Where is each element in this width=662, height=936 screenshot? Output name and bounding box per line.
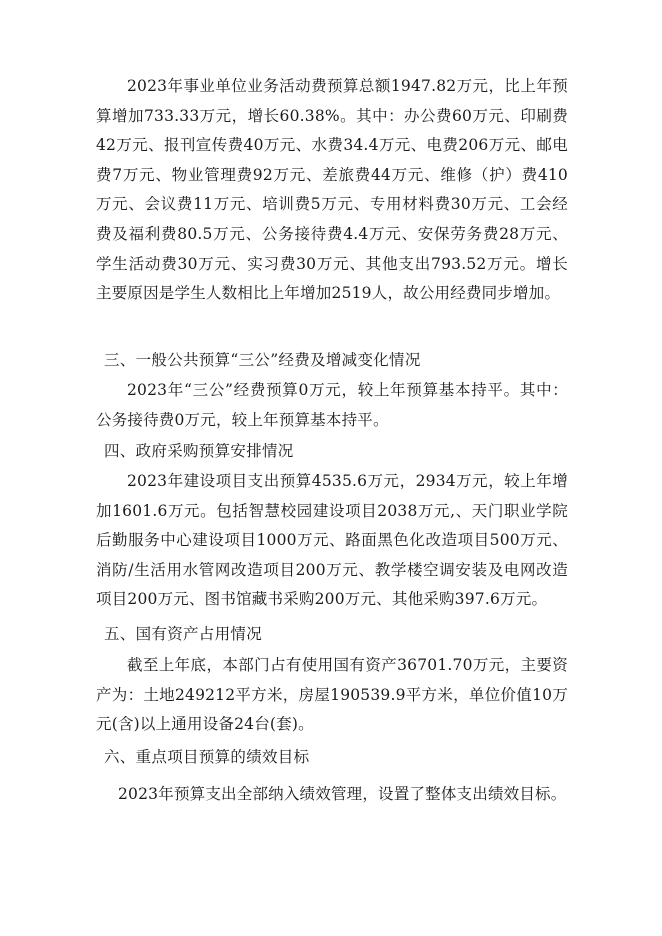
- paragraph-state-assets: 截至上年底，本部门占有使用国有资产36701.70万元，主要资产为：土地249212平方米，房屋190539.9平方米，单位价值10万元(含)以上通用设备24台(套)。: [96, 656, 568, 734]
- heading-state-assets: 五、国有资产占用情况: [104, 625, 263, 643]
- heading-procurement: 四、政府采购预算安排情况: [104, 442, 294, 460]
- heading-three-public-funds: 三、一般公共预算“三公”经费及增减变化情况: [104, 351, 421, 369]
- paragraph-operating-costs: 2023年事业单位业务活动费预算总额1947.82万元，比上年预算增加733.33万元，增长60.38%。其中：办公费60万元、印刷费42万元、报刊宣传费40万元、水费34.4万元、电费206万元、邮电费7万元、物业管理费92万元、差旅费44万元、维修（护）费410万元、会议费11万元、培训费5万元、专用材料费30万元、工会经费及福利费80.5万元、公务接待费4.4万元、安保劳务费28万元、学生活动费30万元、实习费30万元、其他支出793.52万元。增长主要原因是学生人数相比上年增加2519人，故公用经费同步增加。: [96, 77, 568, 303]
- paragraph-three-public-funds: 2023年“三公”经费预算0万元，较上年预算基本持平。其中：公务接待费0万元，较上年预算基本持平。: [96, 381, 568, 429]
- heading-performance-goals: 六、重点项目预算的绩效目标: [104, 748, 310, 766]
- paragraph-performance-goals: 2023年预算支出全部纳入绩效管理，设置了整体支出绩效目标。: [118, 785, 567, 803]
- paragraph-procurement: 2023年建设项目支出预算4535.6万元，2934万元，较上年增加1601.6万元。包括智慧校园建设项目2038万元,、天门职业学院后勤服务中心建设项目1000万元、路面黑色化改造项目500万元、消防/生活用水管网改造项目200万元、教学楼空调安装及电网改造项目200万元、图书馆藏书采购200万元、其他采购397.6万元。: [96, 472, 568, 609]
